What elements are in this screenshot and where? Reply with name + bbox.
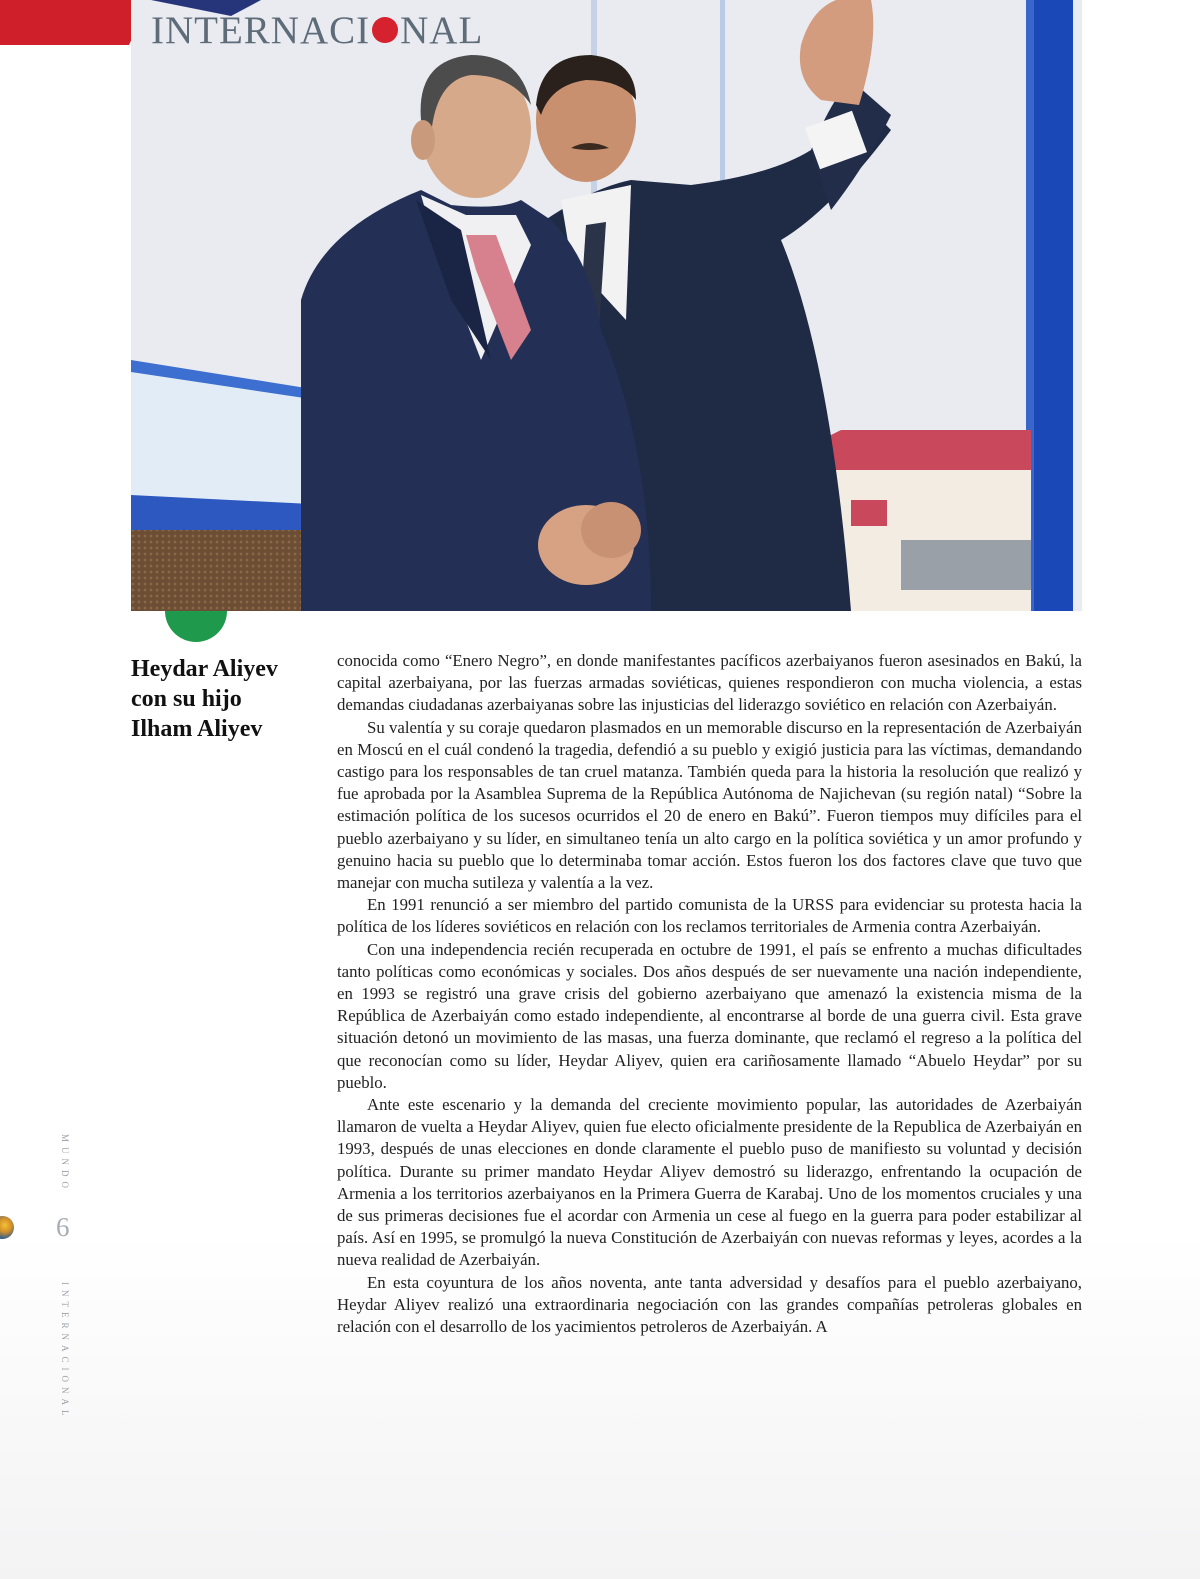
hero-photo: [131, 0, 1082, 611]
section-header-part1: INTERNACI: [151, 9, 371, 52]
page-number: 6: [56, 1212, 70, 1242]
photo-illustration: [131, 0, 1082, 611]
article-body: [337, 650, 1082, 1338]
red-dot-icon: [372, 17, 398, 43]
article-paragraph: Ante este escenario y la demanda del creciente movimiento popular, las autoridades de Azerbaiyán llamaron de vuelta a Heydar Aliyev, quien fue electo oficialmente presidente de la Republica de Azerbaiyán en 1993, después de unas elecciones en donde claramente el pueblo puso de manifiesto su voluntad y decisión política. Durante su primer mandato Heydar Aliyev demostró su liderazgo, enfrentando la ocupación de Armenia a los territorios azerbaiyanos en la Primera Guerra de Karabaj. Uno de los momentos cruciales y una de sus primeras decisiones fue el acordar con Armenia un cese al fuego en la guerra para poder estabilizar al país. Así en 1995, se promulgó la nueva Constitución de Azerbaiyán con nuevas reformas y leyes, acordes a la nueva realidad de Azerbaiyán.: [337, 1095, 1082, 1270]
caption-line: Heydar Aliyev: [131, 656, 278, 682]
article-paragraph: En esta coyuntura de los años noventa, ante tanta adversidad y desafíos para el pueblo azerbaiyano, Heydar Aliyev realizó una extraordinaria negociación con las grandes compañías petroleras globales en relación con el desarrollo de los yacimientos petroleros de Azerbaiyán. A: [337, 1272, 1082, 1337]
photo-caption: [131, 654, 321, 744]
article-paragraph: Su valentía y su coraje quedaron plasmados en un memorable discurso en la representación de Azerbaiyán en Moscú en el cuál condenó la tragedia, defendió a su pueblo y exigió justicia para las víctimas, demandando castigo para los responsables de tan cruel matanza. También queda para la historia la resolución que realizó y fue aprobada por la Asamblea Suprema de la República Autónoma de Najichevan (su región natal) “Sobre la estimación política de los sucesos ocurridos el 20 de enero en Bakú”. Fueron tiempos muy difíciles para el pueblo azerbaiyano y su líder, en simultaneo tenía un alto cargo en la política soviética y un amor profundo y genuino hacia su pueblo que lo determinaba tomar acción. Estos fueron los dos factores clave que tuvo que manejar con mucha sutileza y valentía a la vez.: [337, 717, 1082, 893]
globe-icon: [0, 1216, 14, 1239]
folio-magazine-name: MUNDO: [60, 1134, 70, 1194]
caption-line: Ilham Aliyev: [131, 716, 263, 742]
section-header-part2: NAL: [400, 9, 484, 52]
article-paragraph: Con una independencia recién recuperada en octubre de 1991, el país se enfrento a muchas dificultades tanto políticas como económicas y sociales. Dos años después de ser nuevamente una nación independiente, en 1993 se registró una grave crisis del gobierno azerbaiyano que amenazó la existencia misma de la República de Azerbaiyán como estado independiente, al encontrarse al borde de una guerra civil. Esta grave situación detonó un movimiento de las masas, una fuerza dominante, que reclamó el regreso a la política del que reconocían como su líder, Heydar Aliyev, quien era cariñosamente llamado “Abuelo Heydar” por su pueblo.: [337, 939, 1082, 1092]
section-header: [151, 8, 483, 53]
article-paragraph: En 1991 renunció a ser miembro del partido comunista de la URSS para evidenciar su protesta hacia la política de los líderes soviéticos en relación con los reclamos territoriales de Armenia contra Azerbaiyán.: [337, 895, 1082, 937]
green-semicircle-accent: [165, 611, 227, 642]
article-paragraph: conocida como “Enero Negro”, en donde manifestantes pacíficos azerbaiyanos fueron asesinados en Bakú, la capital azerbaiyana, por las fuerzas armadas soviéticas, quienes respondieron con mucha violencia, a estas demandas ciudadanas azerbaiyanas sobre las injusticias del liderazgo soviético en relación con Azerbaiyán.: [337, 651, 1082, 715]
corner-accent: [0, 0, 150, 45]
caption-line: con su hijo: [131, 686, 242, 712]
folio-section-name: INTERNACIONAL: [60, 1282, 70, 1421]
